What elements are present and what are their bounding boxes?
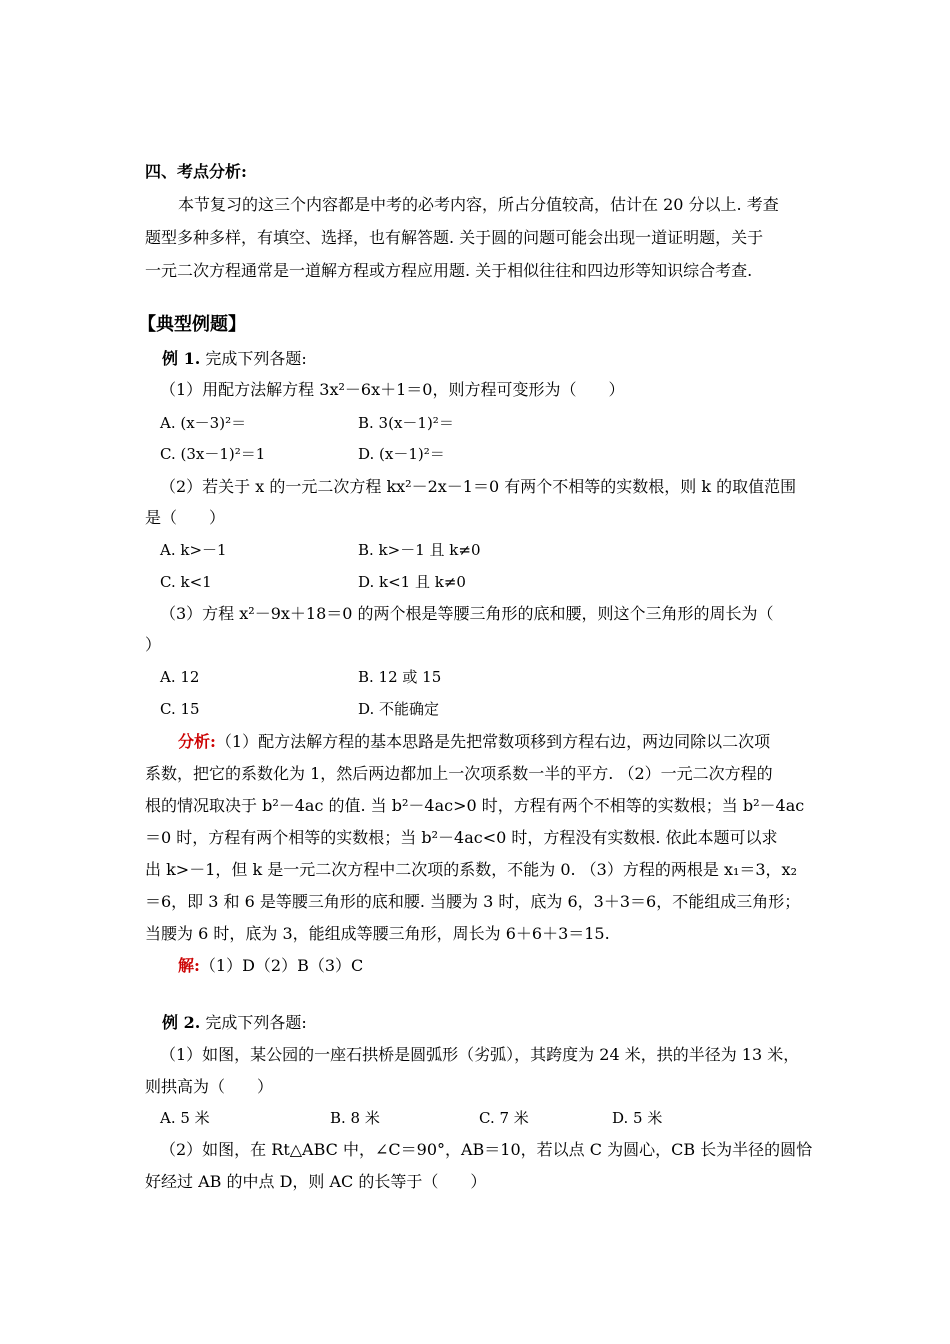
option-a: A. 5 米 (160, 1109, 210, 1127)
option-a: A. (x－3)²＝ (160, 414, 247, 432)
question-2-2: （2）如图，在 Rt△ABC 中，∠C＝90°，AB＝10，若以点 C 为圆心，CB 长为半径的圆恰 (160, 1140, 813, 1159)
analysis-line: 出 k>－1，但 k 是一元二次方程中二次项的系数，不能为 0. （3）方程的两根是 x₁＝3，x₂ (145, 860, 797, 879)
option-c: C. 15 (160, 700, 200, 718)
question-1-1: （1）用配方法解方程 3x²－6x＋1＝0，则方程可变形为（ ） (160, 380, 625, 399)
example-1-instruction: 完成下列各题: (200, 349, 307, 368)
question-1-2-cont: 是（ ） (145, 508, 226, 527)
example-2-title (162, 1012, 832, 1034)
analysis-line (178, 731, 848, 753)
analysis-line: ＝0 时，方程有两个相等的实数根；当 b²－4ac<0 时，方程没有实数根. 依此本题可以求 (145, 828, 778, 847)
analysis-text: （1）配方法解方程的基本思路是先把常数项移到方程右边，两边同除以二次项 (215, 732, 771, 751)
example-1-label: 例 1. (162, 349, 201, 368)
solution-line (178, 955, 848, 977)
analysis-line: ＝6，即 3 和 6 是等腰三角形的底和腰. 当腰为 3 时，底为 6，3＋3＝6，不能组成三角形； (145, 892, 801, 911)
option-b: B. k>－1 且 k≠0 (358, 541, 481, 559)
option-d: D. 5 米 (612, 1109, 663, 1127)
example-2-label: 例 2. (162, 1013, 201, 1032)
example-1-title (162, 348, 832, 370)
option-a: A. k>－1 (160, 541, 227, 559)
paragraph-line: 题型多种多样，有填空、选择，也有解答题. 关于圆的问题可能会出现一道证明题，关于 (145, 228, 764, 247)
analysis-line: 系数，把它的系数化为 1，然后两边都加上一次项系数一半的平方. （2）一元二次方程的 (145, 764, 773, 783)
option-d: D. (x－1)²＝ (358, 445, 445, 463)
option-d: D. k<1 且 k≠0 (358, 573, 466, 591)
option-b: B. 3(x－1)²＝ (358, 414, 454, 432)
option-d: D. 不能确定 (358, 700, 440, 718)
option-b: B. 8 米 (330, 1109, 380, 1127)
question-1-2: （2）若关于 x 的一元二次方程 kx²－2x－1＝0 有两个不相等的实数根，则 k 的取值范围 (160, 477, 797, 496)
solution-label: 解: (178, 956, 200, 975)
paragraph-line: 本节复习的这三个内容都是中考的必考内容，所占分值较高，估计在 20 分以上. 考查 (178, 195, 779, 214)
option-a: A. 12 (160, 668, 200, 686)
section-heading-typical-examples: 【典型例题】 (138, 314, 246, 335)
question-2-1-cont: 则拱高为（ ） (145, 1077, 274, 1096)
option-b: B. 12 或 15 (358, 668, 442, 686)
option-c: C. 7 米 (479, 1109, 529, 1127)
solution-text: （1）D（2）B（3）C (199, 956, 364, 975)
example-2-instruction: 完成下列各题: (200, 1013, 307, 1032)
option-c: C. k<1 (160, 573, 212, 591)
question-1-3-cont: ） (145, 635, 162, 654)
question-2-1: （1）如图，某公园的一座石拱桥是圆弧形（劣弧），其跨度为 24 米，拱的半径为 13 米， (160, 1045, 800, 1064)
question-2-2-cont: 好经过 AB 的中点 D，则 AC 的长等于（ ） (145, 1172, 487, 1191)
analysis-line: 当腰为 6 时，底为 3，能组成等腰三角形，周长为 6＋6＋3＝15. (145, 924, 610, 943)
section-heading-exam-analysis: 四、考点分析: (145, 162, 247, 181)
option-c: C. (3x－1)²＝1 (160, 445, 266, 463)
analysis-label: 分析: (178, 732, 216, 751)
analysis-line: 根的情况取决于 b²－4ac 的值. 当 b²－4ac>0 时，方程有两个不相等的实数根；当 b²－4ac (145, 796, 805, 815)
question-1-3: （3）方程 x²－9x＋18＝0 的两个根是等腰三角形的底和腰，则这个三角形的周长为（ (160, 604, 774, 623)
paragraph-line: 一元二次方程通常是一道解方程或方程应用题. 关于相似往往和四边形等知识综合考查. (145, 261, 753, 280)
